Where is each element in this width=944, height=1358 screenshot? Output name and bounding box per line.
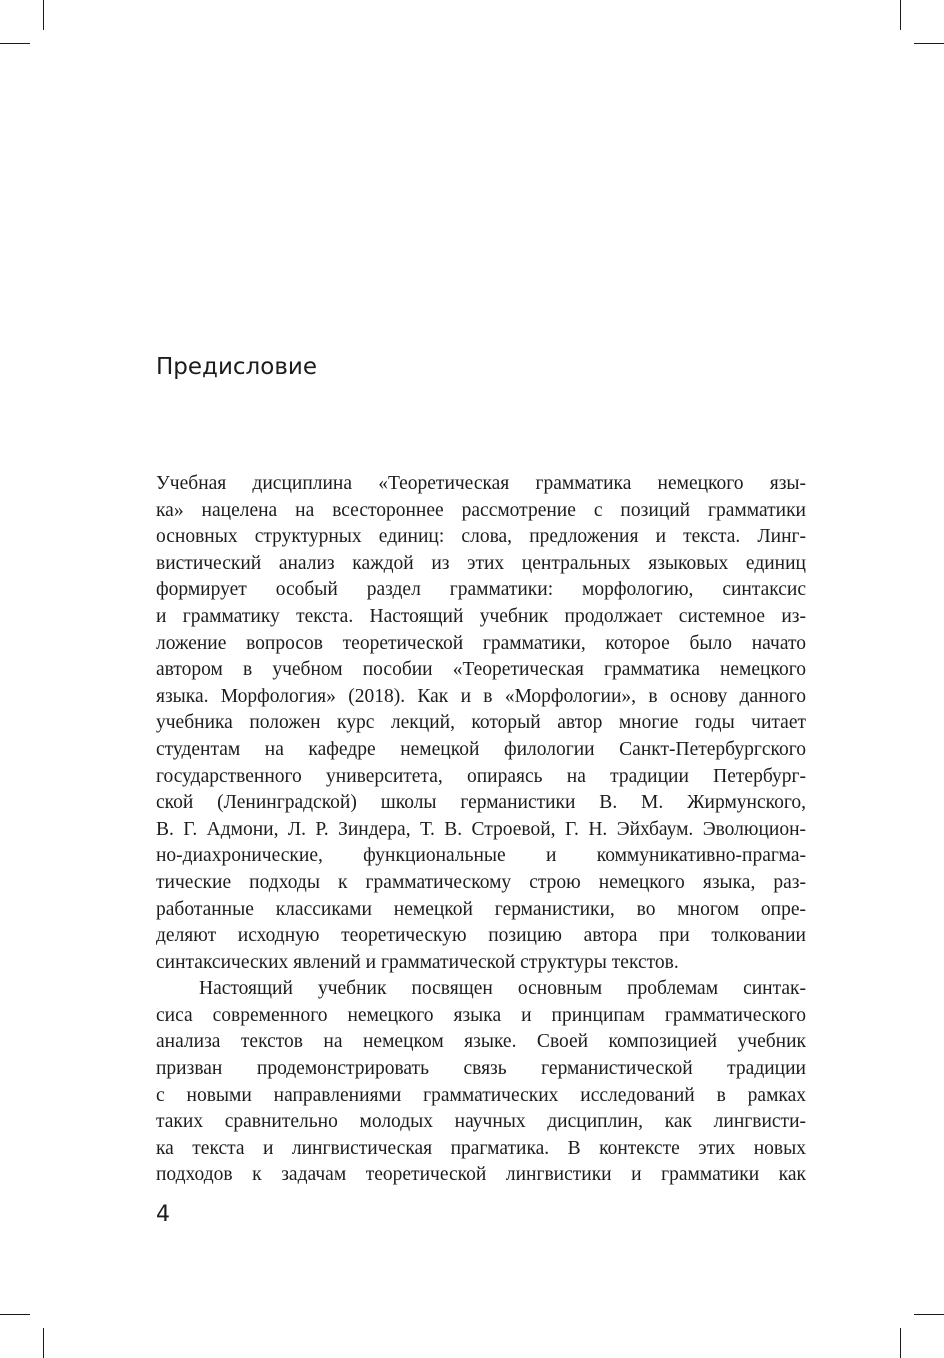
text-line: синтаксических явлений и грамматической структуры текстов. (156, 951, 679, 973)
text-line: деляют исходную теоретическую позицию автора при толковании (156, 925, 806, 947)
text-line: работанные классиками немецкой германистики, во многом опре- (156, 898, 806, 920)
text-line: ложение вопросов теоретической грамматики, которое было начато (156, 632, 806, 654)
text-line: тические подходы к грамматическому строю немецкого языка, раз- (156, 871, 806, 893)
text-line: анализа текстов на немецком языке. Своей композицией учебник (156, 1031, 806, 1053)
page-number: 4 (156, 1202, 170, 1227)
text-line: ской (Ленинградской) школы германистики В. М. Жирмунского, (156, 792, 806, 814)
text-line: призван продемонстрировать связь германистической традиции (156, 1058, 806, 1080)
text-line: ка» нацелена на всестороннее рассмотрение с позиций грамматики (156, 499, 806, 521)
crop-mark-bottom-right-horizontal (914, 1314, 944, 1315)
crop-mark-bottom-left-vertical (43, 1328, 44, 1358)
text-line: учебника положен курс лекций, который автор многие годы читает (156, 712, 806, 734)
body-text (156, 471, 806, 1189)
crop-mark-top-right-vertical (900, 0, 901, 30)
text-line: сиса современного немецкого языка и принципам грамматического (156, 1004, 806, 1026)
text-line: государственного университета, опираясь на традиции Петербург- (156, 765, 806, 787)
crop-mark-top-left-vertical (43, 0, 44, 30)
text-line: и грамматику текста. Настоящий учебник продолжает системное из- (156, 605, 806, 627)
text-line: формирует особый раздел грамматики: морфологию, синтаксис (156, 579, 806, 601)
text-line: Настоящий учебник посвящен основным проблемам синтак- (199, 978, 806, 1000)
page-heading: Предисловие (156, 354, 317, 380)
crop-mark-bottom-right-vertical (900, 1328, 901, 1358)
text-line: подходов к задачам теоретической лингвистики и грамматики как (156, 1164, 806, 1186)
text-line: с новыми направлениями грамматических исследований в рамках (156, 1084, 806, 1106)
text-line: но-диахронические, функциональные и коммуникативно-прагма- (156, 845, 806, 867)
text-line: таких сравнительно молодых научных дисциплин, как лингвисти- (156, 1111, 806, 1133)
crop-mark-top-right-horizontal (914, 43, 944, 44)
text-line: вистический анализ каждой из этих центральных языковых единиц (156, 552, 806, 574)
text-line: Учебная дисциплина «Теоретическая грамматика немецкого язы- (156, 473, 806, 494)
text-line: ка текста и лингвистическая прагматика. В контексте этих новых (156, 1137, 806, 1159)
crop-mark-top-left-horizontal (0, 43, 30, 44)
text-line: студентам на кафедре немецкой филологии Санкт-Петербургского (156, 738, 806, 760)
paragraph-2 (156, 976, 806, 1189)
text-line: автором в учебном пособии «Теоретическая грамматика немецкого (156, 659, 806, 681)
crop-mark-bottom-left-horizontal (0, 1314, 30, 1315)
text-line: В. Г. Адмони, Л. Р. Зиндера, Т. В. Строевой, Г. Н. Эйхбаум. Эволюцион- (156, 818, 806, 840)
text-line: языка. Морфология» (2018). Как и в «Морфологии», в основу данного (156, 685, 806, 707)
paragraph-1 (156, 471, 806, 976)
text-line: основных структурных единиц: слова, предложения и текста. Линг- (156, 526, 806, 548)
